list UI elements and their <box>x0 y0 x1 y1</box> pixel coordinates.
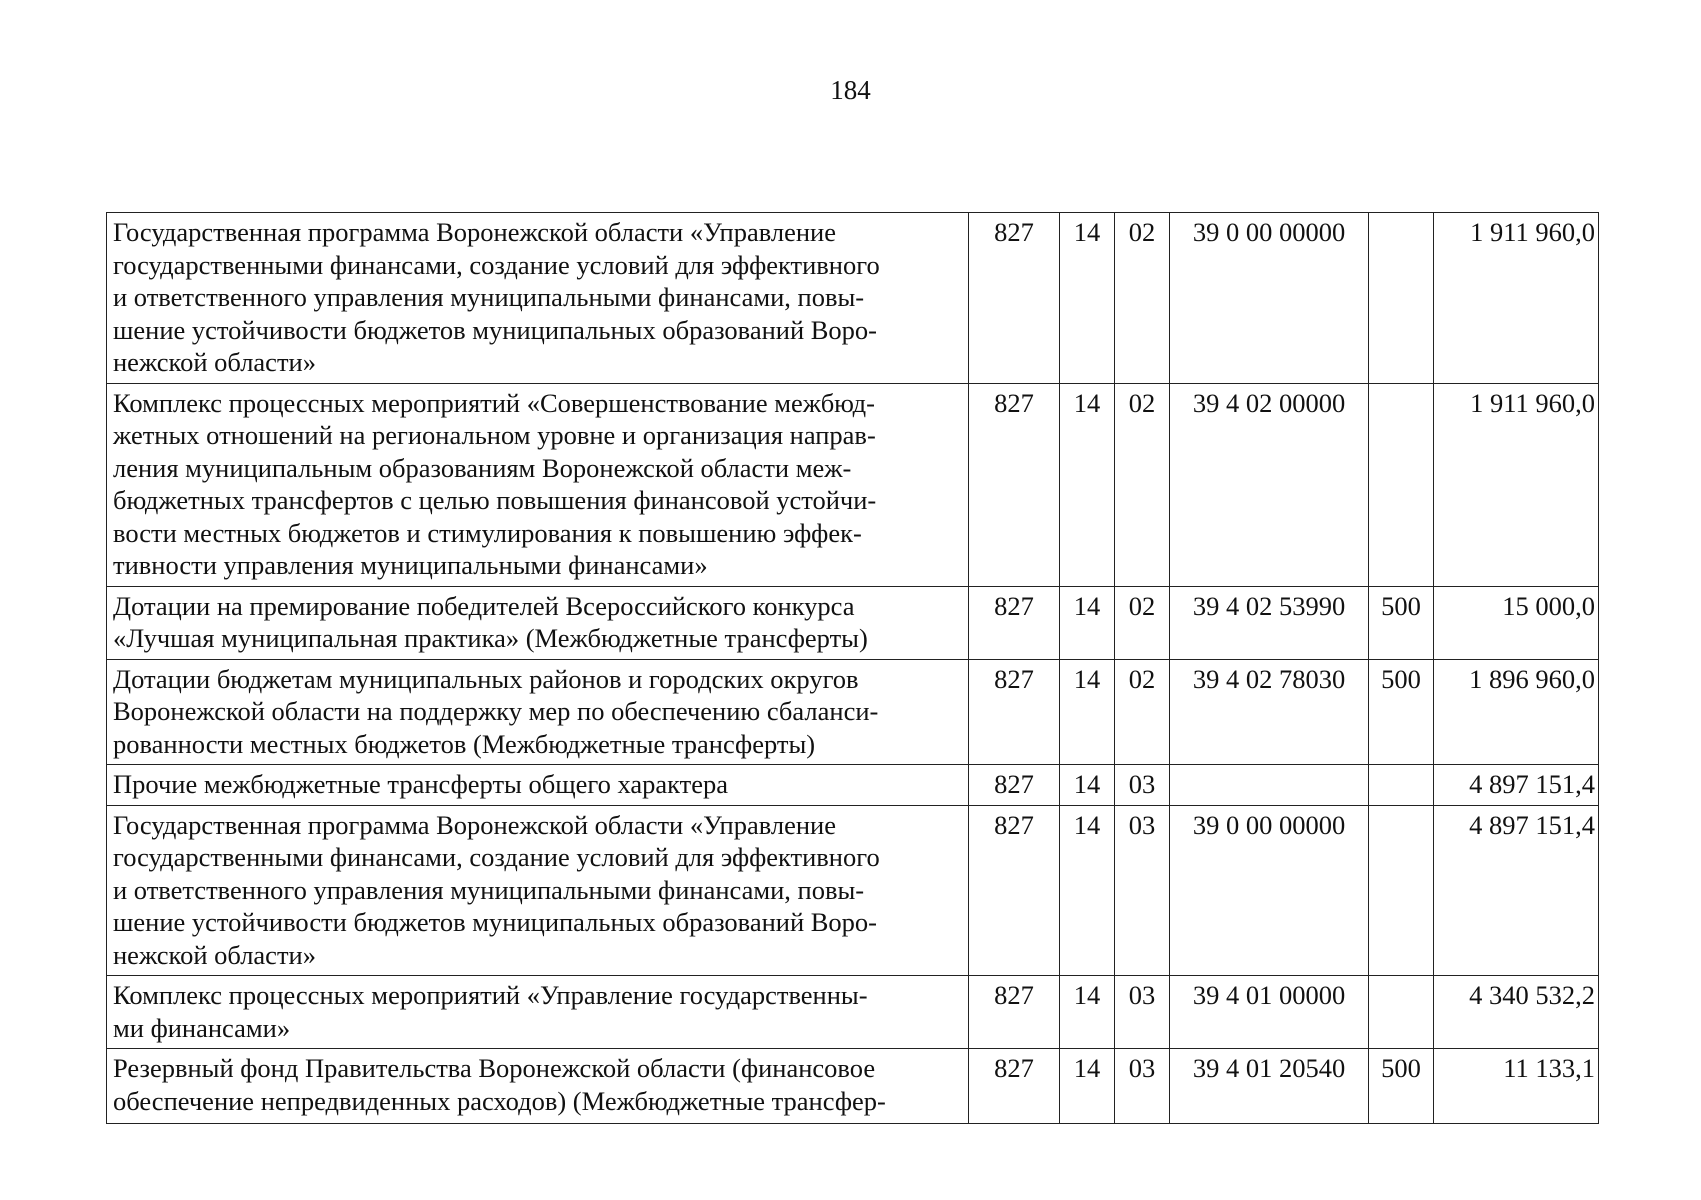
row-name: Государственная программа Воронежской области «Управление государственными финансами, создание условий для эффективного и ответственного управления муниципальными финансами, повы- шение устойчивости бюджетов муниципальных образований Воро- нежской области» <box>107 805 969 976</box>
page-number: 184 <box>830 75 871 105</box>
table-row <box>107 383 1599 586</box>
section-code: 14 <box>1060 586 1115 659</box>
target-article-code: 39 4 02 00000 <box>1170 383 1369 586</box>
subsection-code: 03 <box>1115 1049 1170 1124</box>
amount: 11 133,1 <box>1434 1049 1599 1124</box>
subsection-code: 03 <box>1115 765 1170 806</box>
target-article-code: 39 4 01 20540 <box>1170 1049 1369 1124</box>
grbs-code: 827 <box>969 586 1060 659</box>
amount: 4 897 151,4 <box>1434 765 1599 806</box>
table-row <box>107 976 1599 1049</box>
subsection-code: 02 <box>1115 586 1170 659</box>
amount: 15 000,0 <box>1434 586 1599 659</box>
grbs-code: 827 <box>969 213 1060 384</box>
target-article-code: 39 4 01 00000 <box>1170 976 1369 1049</box>
subsection-code: 02 <box>1115 213 1170 384</box>
target-article-code: 39 4 02 78030 <box>1170 659 1369 765</box>
table-row <box>107 659 1599 765</box>
subsection-code: 02 <box>1115 659 1170 765</box>
expense-type-code <box>1369 383 1434 586</box>
section-code: 14 <box>1060 765 1115 806</box>
expense-type-code: 500 <box>1369 586 1434 659</box>
row-name: Дотации бюджетам муниципальных районов и городских округов Воронежской области на поддержку мер по обеспечению сбаланси- рованности местных бюджетов (Межбюджетные трансферты) <box>107 659 969 765</box>
target-article-code: 39 0 00 00000 <box>1170 213 1369 384</box>
grbs-code: 827 <box>969 1049 1060 1124</box>
amount: 4 340 532,2 <box>1434 976 1599 1049</box>
amount: 4 897 151,4 <box>1434 805 1599 976</box>
row-name: Комплекс процессных мероприятий «Совершенствование межбюд- жетных отношений на региональном уровне и организация направ- ления муниципальным образованиям Воронежской области меж- бюджетных трансфертов с целью повышения финансовой устойчи- вости местных бюджетов и стимулирования к повышению эффек- тивности управления муниципальными финансами» <box>107 383 969 586</box>
target-article-code: 39 4 02 53990 <box>1170 586 1369 659</box>
amount: 1 911 960,0 <box>1434 213 1599 384</box>
row-name: Дотации на премирование победителей Всероссийского конкурса «Лучшая муниципальная практика» (Межбюджетные трансферты) <box>107 586 969 659</box>
budget-table <box>106 212 1599 1124</box>
expense-type-code <box>1369 213 1434 384</box>
section-code: 14 <box>1060 1049 1115 1124</box>
grbs-code: 827 <box>969 765 1060 806</box>
expense-type-code: 500 <box>1369 659 1434 765</box>
row-name: Комплекс процессных мероприятий «Управление государственны- ми финансами» <box>107 976 969 1049</box>
section-code: 14 <box>1060 976 1115 1049</box>
amount: 1 911 960,0 <box>1434 383 1599 586</box>
table-row <box>107 1049 1599 1124</box>
grbs-code: 827 <box>969 976 1060 1049</box>
expense-type-code: 500 <box>1369 1049 1434 1124</box>
section-code: 14 <box>1060 805 1115 976</box>
section-code: 14 <box>1060 213 1115 384</box>
subsection-code: 03 <box>1115 805 1170 976</box>
expense-type-code <box>1369 765 1434 806</box>
target-article-code: 39 0 00 00000 <box>1170 805 1369 976</box>
subsection-code: 02 <box>1115 383 1170 586</box>
row-name: Прочие межбюджетные трансферты общего характера <box>107 765 969 806</box>
section-code: 14 <box>1060 659 1115 765</box>
table-row <box>107 765 1599 806</box>
target-article-code <box>1170 765 1369 806</box>
row-name: Резервный фонд Правительства Воронежской области (финансовое обеспечение непредвиденных расходов) (Межбюджетные трансфер- <box>107 1049 969 1124</box>
grbs-code: 827 <box>969 805 1060 976</box>
row-name: Государственная программа Воронежской области «Управление государственными финансами, создание условий для эффективного и ответственного управления муниципальными финансами, повы- шение устойчивости бюджетов муниципальных образований Воро- нежской области» <box>107 213 969 384</box>
table-row <box>107 805 1599 976</box>
table-row <box>107 586 1599 659</box>
expense-type-code <box>1369 805 1434 976</box>
grbs-code: 827 <box>969 659 1060 765</box>
table-row <box>107 213 1599 384</box>
amount: 1 896 960,0 <box>1434 659 1599 765</box>
grbs-code: 827 <box>969 383 1060 586</box>
subsection-code: 03 <box>1115 976 1170 1049</box>
expense-type-code <box>1369 976 1434 1049</box>
section-code: 14 <box>1060 383 1115 586</box>
